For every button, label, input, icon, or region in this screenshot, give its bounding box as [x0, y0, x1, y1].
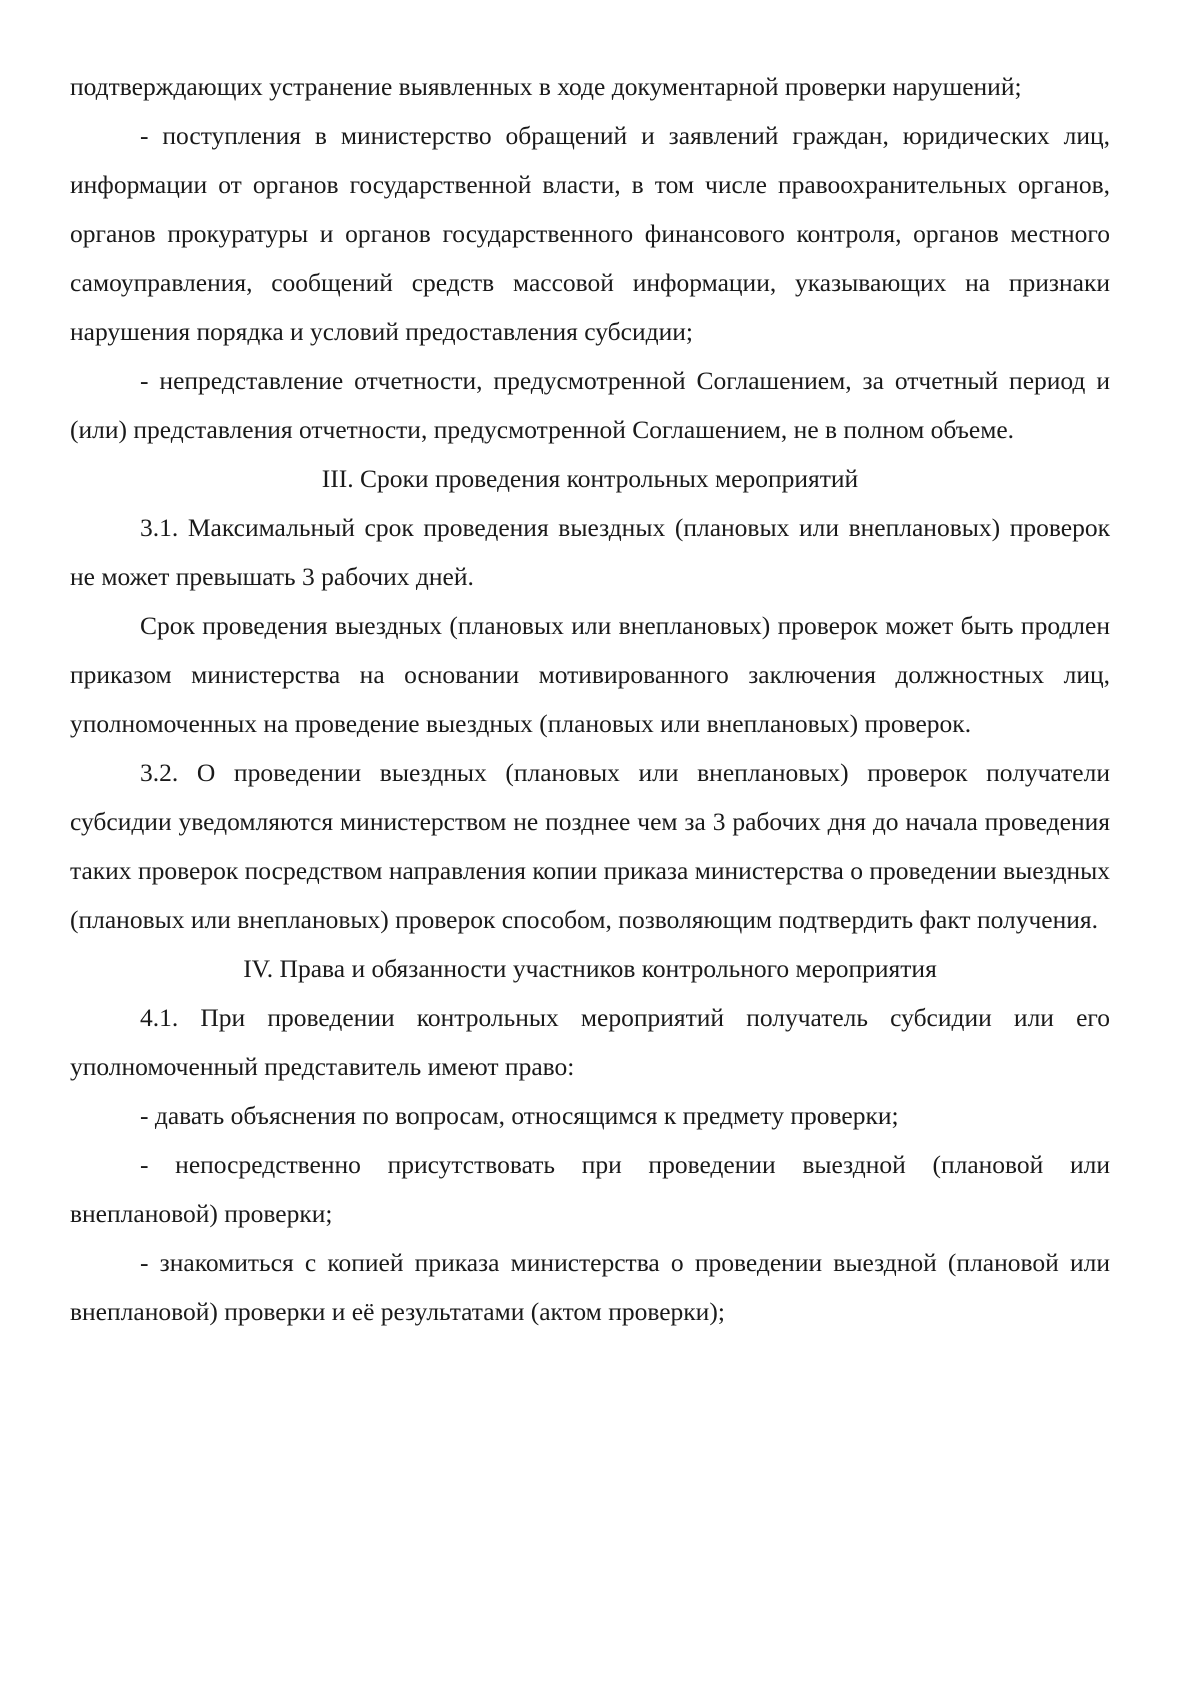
paragraph: подтверждающих устранение выявленных в ходе документарной проверки нарушений; [70, 72, 1022, 101]
paragraph: 3.1. Максимальный срок проведения выездных (плановых или внеплановых) проверок не может превышать 3 рабочих дней. [70, 513, 1110, 591]
section-heading: IV. Права и обязанности участников контрольного мероприятия [243, 954, 937, 983]
paragraph: 3.2. О проведении выездных (плановых или внеплановых) проверок получатели субсидии уведомляются министерством не позднее чем за 3 рабочих дня до начала проведения таких проверок посредством направления копии приказа министерства о проведении выездных (плановых или внеплановых) проверок способом, позволяющим подтвердить факт получения. [70, 758, 1110, 934]
paragraph: - поступления в министерство обращений и заявлений граждан, юридических лиц, информации от органов государственной власти, в том числе правоохранительных органов, органов прокуратуры и органов государственного финансового контроля, органов местного самоуправления, сообщений средств массовой информации, указывающих на признаки нарушения порядка и условий предоставления субсидии; [70, 121, 1110, 346]
list-item: - непосредственно присутствовать при проведении выездной (плановой или внеплановой) проверки; [70, 1150, 1110, 1228]
section-heading: III. Сроки проведения контрольных мероприятий [321, 464, 859, 493]
document-page [70, 62, 1110, 1336]
list-item: - давать объяснения по вопросам, относящимся к предмету проверки; [140, 1101, 899, 1130]
paragraph: Срок проведения выездных (плановых или внеплановых) проверок может быть продлен приказом министерства на основании мотивированного заключения должностных лиц, уполномоченных на проведение выездных (плановых или внеплановых) проверок. [70, 611, 1110, 738]
paragraph: 4.1. При проведении контрольных мероприятий получатель субсидии или его уполномоченный представитель имеют право: [70, 1003, 1110, 1081]
list-item: - знакомиться с копией приказа министерства о проведении выездной (плановой или внеплановой) проверки и её результатами (актом проверки); [70, 1248, 1110, 1326]
paragraph: - непредставление отчетности, предусмотренной Соглашением, за отчетный период и (или) представления отчетности, предусмотренной Соглашением, не в полном объеме. [70, 366, 1110, 444]
